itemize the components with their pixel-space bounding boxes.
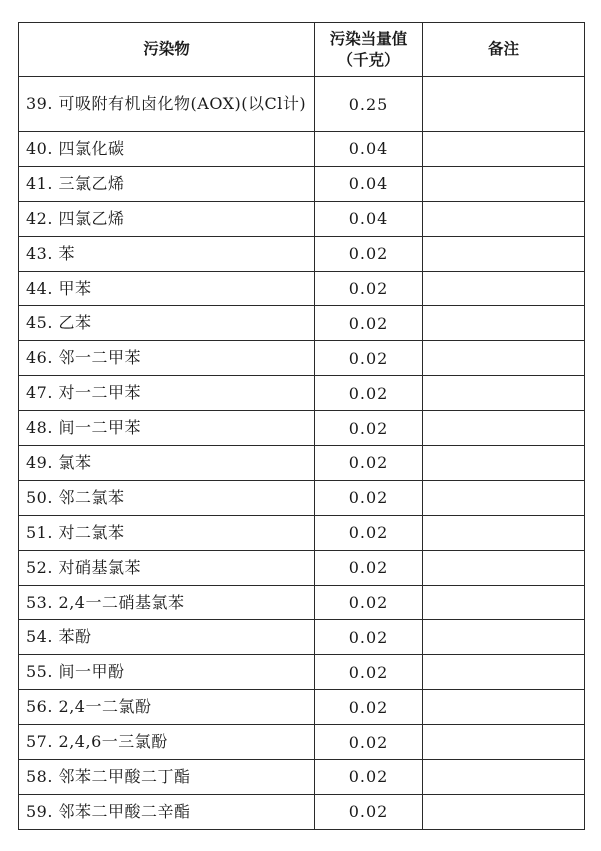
remark-cell	[423, 794, 585, 829]
table-row	[19, 585, 585, 620]
remark-cell	[423, 655, 585, 690]
pollutant-name-cell: 43. 苯	[19, 236, 315, 271]
pollutant-name-cell: 50. 邻二氯苯	[19, 480, 315, 515]
equivalent-value-cell: 0.04	[315, 166, 423, 201]
table-row	[19, 411, 585, 446]
pollutant-name-cell: 46. 邻一二甲苯	[19, 341, 315, 376]
header-remark: 备注	[423, 23, 585, 77]
table-row	[19, 690, 585, 725]
equivalent-value-cell: 0.02	[315, 306, 423, 341]
pollutant-name-cell: 55. 间一甲酚	[19, 655, 315, 690]
remark-cell	[423, 201, 585, 236]
pollutant-name-cell: 45. 乙苯	[19, 306, 315, 341]
equivalent-value-cell: 0.02	[315, 376, 423, 411]
remark-cell	[423, 166, 585, 201]
equivalent-value-cell: 0.02	[315, 690, 423, 725]
pollutant-name-cell: 42. 四氯乙烯	[19, 201, 315, 236]
table-row	[19, 236, 585, 271]
table-row	[19, 271, 585, 306]
pollutant-name-cell: 49. 氯苯	[19, 446, 315, 481]
equivalent-value-cell: 0.02	[315, 515, 423, 550]
equivalent-value-cell: 0.02	[315, 550, 423, 585]
table-row	[19, 201, 585, 236]
table-row	[19, 306, 585, 341]
header-pollutant: 污染物	[19, 23, 315, 77]
equivalent-value-cell: 0.25	[315, 77, 423, 132]
table-row	[19, 446, 585, 481]
table-row	[19, 725, 585, 760]
remark-cell	[423, 306, 585, 341]
remark-cell	[423, 376, 585, 411]
remark-cell	[423, 77, 585, 132]
pollutant-name-cell: 40. 四氯化碳	[19, 132, 315, 167]
remark-cell	[423, 271, 585, 306]
table-row	[19, 550, 585, 585]
equivalent-value-cell: 0.02	[315, 620, 423, 655]
pollutant-name-cell: 53. 2,4一二硝基氯苯	[19, 585, 315, 620]
pollutant-name-cell: 47. 对一二甲苯	[19, 376, 315, 411]
table-row	[19, 77, 585, 132]
remark-cell	[423, 690, 585, 725]
remark-cell	[423, 446, 585, 481]
equivalent-value-cell: 0.02	[315, 446, 423, 481]
remark-cell	[423, 411, 585, 446]
equivalent-value-cell: 0.02	[315, 341, 423, 376]
table-body	[19, 77, 585, 830]
table-row	[19, 655, 585, 690]
remark-cell	[423, 585, 585, 620]
remark-cell	[423, 725, 585, 760]
table-row	[19, 166, 585, 201]
header-equivalent-value-unit: （千克）	[337, 50, 400, 69]
remark-cell	[423, 132, 585, 167]
equivalent-value-cell: 0.02	[315, 480, 423, 515]
pollutant-name-cell: 52. 对硝基氯苯	[19, 550, 315, 585]
header-equivalent-value-line1: 污染当量值	[329, 29, 408, 48]
pollutant-name-cell: 56. 2,4一二氯酚	[19, 690, 315, 725]
remark-cell	[423, 236, 585, 271]
equivalent-value-cell: 0.02	[315, 585, 423, 620]
table-row	[19, 760, 585, 795]
table-row	[19, 515, 585, 550]
pollutant-name-cell: 44. 甲苯	[19, 271, 315, 306]
table-header-row	[19, 23, 585, 77]
pollutant-name-cell: 57. 2,4,6一三氯酚	[19, 725, 315, 760]
pollutant-equivalent-table	[18, 22, 585, 830]
table-row	[19, 794, 585, 829]
table-row	[19, 341, 585, 376]
equivalent-value-cell: 0.04	[315, 132, 423, 167]
pollutant-name-cell: 39. 可吸附有机卤化物(AOX)(以Cl计)	[19, 77, 315, 132]
equivalent-value-cell: 0.02	[315, 725, 423, 760]
pollutant-name-cell: 54. 苯酚	[19, 620, 315, 655]
remark-cell	[423, 480, 585, 515]
equivalent-value-cell: 0.02	[315, 794, 423, 829]
equivalent-value-cell: 0.04	[315, 201, 423, 236]
equivalent-value-cell: 0.02	[315, 271, 423, 306]
remark-cell	[423, 341, 585, 376]
remark-cell	[423, 760, 585, 795]
remark-cell	[423, 515, 585, 550]
remark-cell	[423, 550, 585, 585]
table-row	[19, 620, 585, 655]
remark-cell	[423, 620, 585, 655]
header-equivalent-value	[315, 23, 423, 77]
equivalent-value-cell: 0.02	[315, 411, 423, 446]
pollutant-name-cell: 48. 间一二甲苯	[19, 411, 315, 446]
table-row	[19, 480, 585, 515]
equivalent-value-cell: 0.02	[315, 655, 423, 690]
table-row	[19, 132, 585, 167]
pollutant-name-cell: 58. 邻苯二甲酸二丁酯	[19, 760, 315, 795]
pollutant-name-cell: 51. 对二氯苯	[19, 515, 315, 550]
table-row	[19, 376, 585, 411]
equivalent-value-cell: 0.02	[315, 760, 423, 795]
equivalent-value-cell: 0.02	[315, 236, 423, 271]
pollutant-name-cell: 59. 邻苯二甲酸二辛酯	[19, 794, 315, 829]
pollutant-name-cell: 41. 三氯乙烯	[19, 166, 315, 201]
